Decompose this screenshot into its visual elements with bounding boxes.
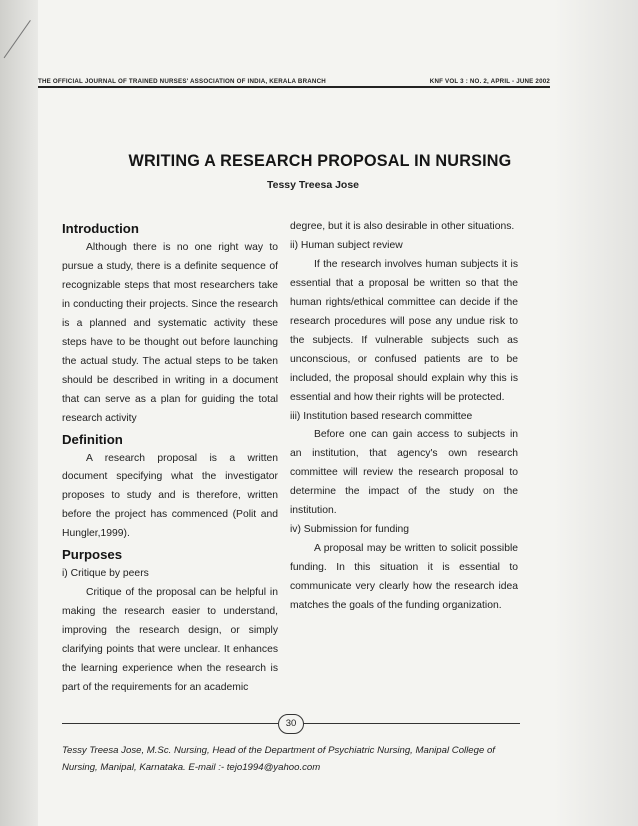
definition-paragraph: A research proposal is a written document specifying what the investigator proposes to study and is therefore, written before the project has commenced (Polit and Hungler,1999). bbox=[62, 452, 278, 540]
scan-shadow-left bbox=[0, 0, 38, 826]
introduction-heading: Introduction bbox=[62, 221, 139, 236]
scan-shadow-right bbox=[554, 0, 638, 826]
purpose-2-paragraph: If the research involves human subjects it is essential that a proposal be written so that the human rights/ethical committee can decide if the research procedures will pose any undue risk to the subjects. If vulnerable subjects such as unconscious, or confused patients are to be included, the proposal should explain why this is essential and how their rights will be protected. bbox=[290, 258, 518, 403]
author-footnote: Tessy Treesa Jose, M.Sc. Nursing, Head of the Department of Psychiatric Nursing, Manipal College of Nursing, Manipal, Karnataka. E-mail :- tejo1994@yahoo.com bbox=[62, 745, 495, 773]
continued-paragraph: degree, but it is also desirable in other situations. bbox=[290, 221, 515, 232]
purpose-1-title: i) Critique by peers bbox=[62, 568, 149, 580]
volume-issue: KNF VOL 3 : NO. 2, APRIL - JUNE 2002 bbox=[429, 78, 550, 85]
article-author: Tessy Treesa Jose bbox=[266, 179, 360, 191]
introduction-paragraph: Although there is no one right way to pursue a study, there is a definite sequence of recognizable steps that most researchers take in conducting their projects. Since the research is a planned and systematic activity these steps have to be thought out before launching the actual study. The actual steps to be taken should be described in writing in a document that can serve as a plan for guiding the total research activity bbox=[62, 242, 278, 424]
journal-name: THE OFFICIAL JOURNAL OF TRAINED NURSES' ASSOCIATION OF INDIA, KERALA BRANCH bbox=[38, 78, 326, 85]
purpose-1-paragraph: Critique of the proposal can be helpful in making the research easier to understand, improving the research design, or simply clarifying points that were unclear. It enhances the learning experience when the research is part of the requirements for an academic bbox=[62, 587, 278, 694]
journal-header bbox=[38, 74, 550, 85]
footer-rule-left bbox=[62, 723, 278, 724]
page-number: 30 bbox=[278, 714, 304, 734]
header-rule bbox=[38, 86, 550, 88]
footer-rule-right bbox=[302, 723, 520, 724]
left-column bbox=[62, 218, 278, 698]
purpose-4-paragraph: A proposal may be written to solicit possible funding. In this situation it is essential to communicate very clearly how the research idea matches the goals of the funding organization. bbox=[290, 543, 518, 612]
purpose-4-title: iv) Submission for funding bbox=[290, 524, 410, 536]
purpose-3-title: iii) Institution based research committee bbox=[290, 410, 473, 422]
purposes-heading: Purposes bbox=[62, 547, 123, 563]
right-column bbox=[290, 218, 518, 616]
article-title: WRITING A RESEARCH PROPOSAL IN NURSING bbox=[128, 152, 512, 170]
purpose-3-paragraph: Before one can gain access to subjects in an institution, that agency's own research committee will review the research proposal to determine the impact of the study on the institution. bbox=[290, 429, 518, 517]
purpose-2-title: ii) Human subject review bbox=[290, 239, 403, 251]
definition-heading: Definition bbox=[62, 431, 123, 447]
